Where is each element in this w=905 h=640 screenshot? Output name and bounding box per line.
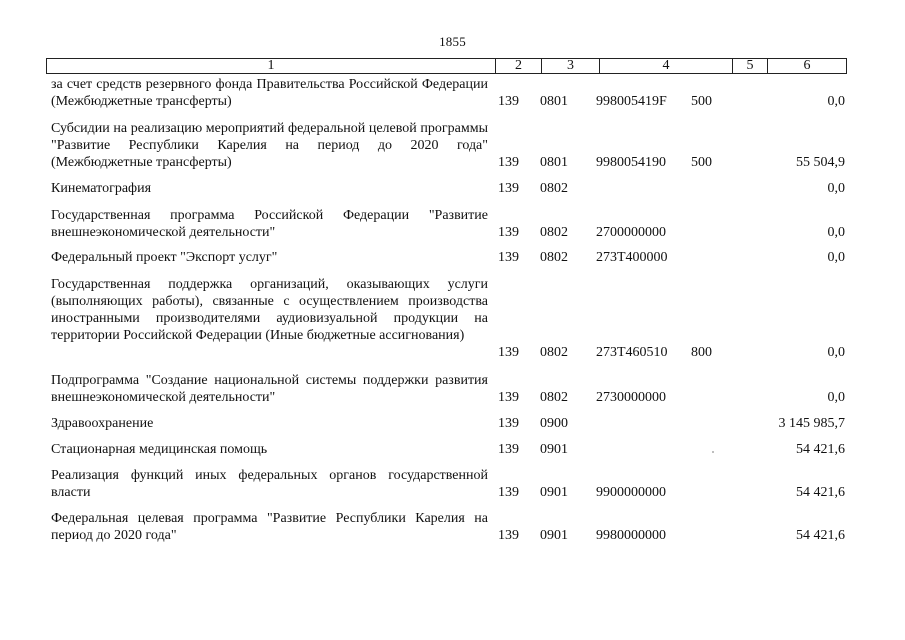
scan-speck (712, 451, 714, 453)
row-target-article: 273T400000 (596, 250, 668, 265)
row-target-article: 9900000000 (596, 485, 666, 500)
row-sum: 0,0 (827, 390, 845, 405)
table-row (0, 120, 905, 171)
row-target-article: 9980054190 (596, 155, 666, 170)
table-row (0, 372, 905, 406)
row-sum: 55 504,9 (796, 155, 845, 170)
table-row (0, 510, 905, 544)
row-section: 0801 (540, 155, 568, 170)
row-section: 0801 (540, 94, 568, 109)
row-section: 0802 (540, 390, 568, 405)
row-name: Кинематография (51, 181, 152, 196)
header-col-3: 3 (542, 59, 600, 73)
row-section: 0802 (540, 181, 568, 196)
row-section: 0901 (540, 442, 568, 457)
row-expense-type: 500 (691, 94, 712, 109)
row-sum: 0,0 (827, 94, 845, 109)
row-grbs: 139 (498, 416, 519, 431)
table-row (0, 441, 905, 458)
row-target-article: 2730000000 (596, 390, 666, 405)
row-grbs: 139 (498, 485, 519, 500)
header-col-1: 1 (47, 59, 496, 73)
row-name: Государственная поддержка организаций, оказывающих услуги (выполняющих работы), связанные с осуществлением производства иностранными производителями аудиовизуальной продукции на территории Российской Федерации (Иные бюджетные ассигнования) (51, 277, 488, 343)
row-grbs: 139 (498, 250, 519, 265)
table-row (0, 276, 905, 361)
row-name: Подпрограмма "Создание национальной системы поддержки развития внешнеэкономической деятельности" (51, 373, 488, 405)
row-sum: 54 421,6 (796, 442, 845, 457)
row-name: Государственная программа Российской Федерации "Развитие внешнеэкономической деятельности" (51, 208, 488, 240)
row-grbs: 139 (498, 390, 519, 405)
header-col-6: 6 (803, 58, 811, 73)
row-sum: 0,0 (827, 181, 845, 196)
row-target-article: 2700000000 (596, 225, 666, 240)
header-col-5: 5 (733, 59, 768, 73)
row-section: 0802 (540, 225, 568, 240)
table-row (0, 76, 905, 110)
row-grbs: 139 (498, 94, 519, 109)
row-name: Субсидии на реализацию мероприятий федеральной целевой программы "Развитие Республики Карелия на период до 2020 года" (Межбюджетные трансферты) (51, 121, 488, 170)
table-row (0, 249, 905, 266)
row-sum: 0,0 (827, 345, 845, 360)
header-col-4: 4 (600, 59, 733, 73)
row-grbs: 139 (498, 528, 519, 543)
row-sum: 54 421,6 (796, 485, 845, 500)
row-grbs: 139 (498, 442, 519, 457)
row-grbs: 139 (498, 345, 519, 360)
row-grbs: 139 (498, 155, 519, 170)
table-row (0, 467, 905, 501)
row-section: 0802 (540, 345, 568, 360)
row-expense-type: 800 (691, 345, 712, 360)
row-grbs: 139 (498, 181, 519, 196)
row-name: Реализация функций иных федеральных органов государственной власти (51, 468, 488, 500)
row-name: Федеральная целевая программа "Развитие Республики Карелия на период до 2020 года" (51, 511, 488, 543)
page-number: 1855 (439, 34, 466, 49)
row-target-article: 998005419F (596, 94, 667, 109)
row-grbs: 139 (498, 225, 519, 240)
row-name: Здравоохранение (51, 416, 154, 431)
row-name: Федеральный проект "Экспорт услуг" (51, 250, 278, 265)
row-section: 0802 (540, 250, 568, 265)
row-sum: 0,0 (827, 250, 845, 265)
row-name: за счет средств резервного фонда Правительства Российской Федерации (Межбюджетные трансферты) (51, 77, 488, 109)
header-col-2: 2 (496, 59, 542, 73)
row-target-article: 273T460510 (596, 345, 668, 360)
row-sum: 0,0 (827, 225, 845, 240)
row-sum: 54 421,6 (796, 528, 845, 543)
row-section: 0901 (540, 485, 568, 500)
row-sum: 3 145 985,7 (778, 416, 845, 431)
row-name: Стационарная медицинская помощь (51, 442, 268, 457)
table-row (0, 207, 905, 241)
row-target-article: 9980000000 (596, 528, 666, 543)
table-row (0, 180, 905, 197)
row-section: 0900 (540, 416, 568, 431)
row-section: 0901 (540, 528, 568, 543)
row-expense-type: 500 (691, 155, 712, 170)
table-row (0, 415, 905, 432)
table-header (46, 58, 847, 74)
